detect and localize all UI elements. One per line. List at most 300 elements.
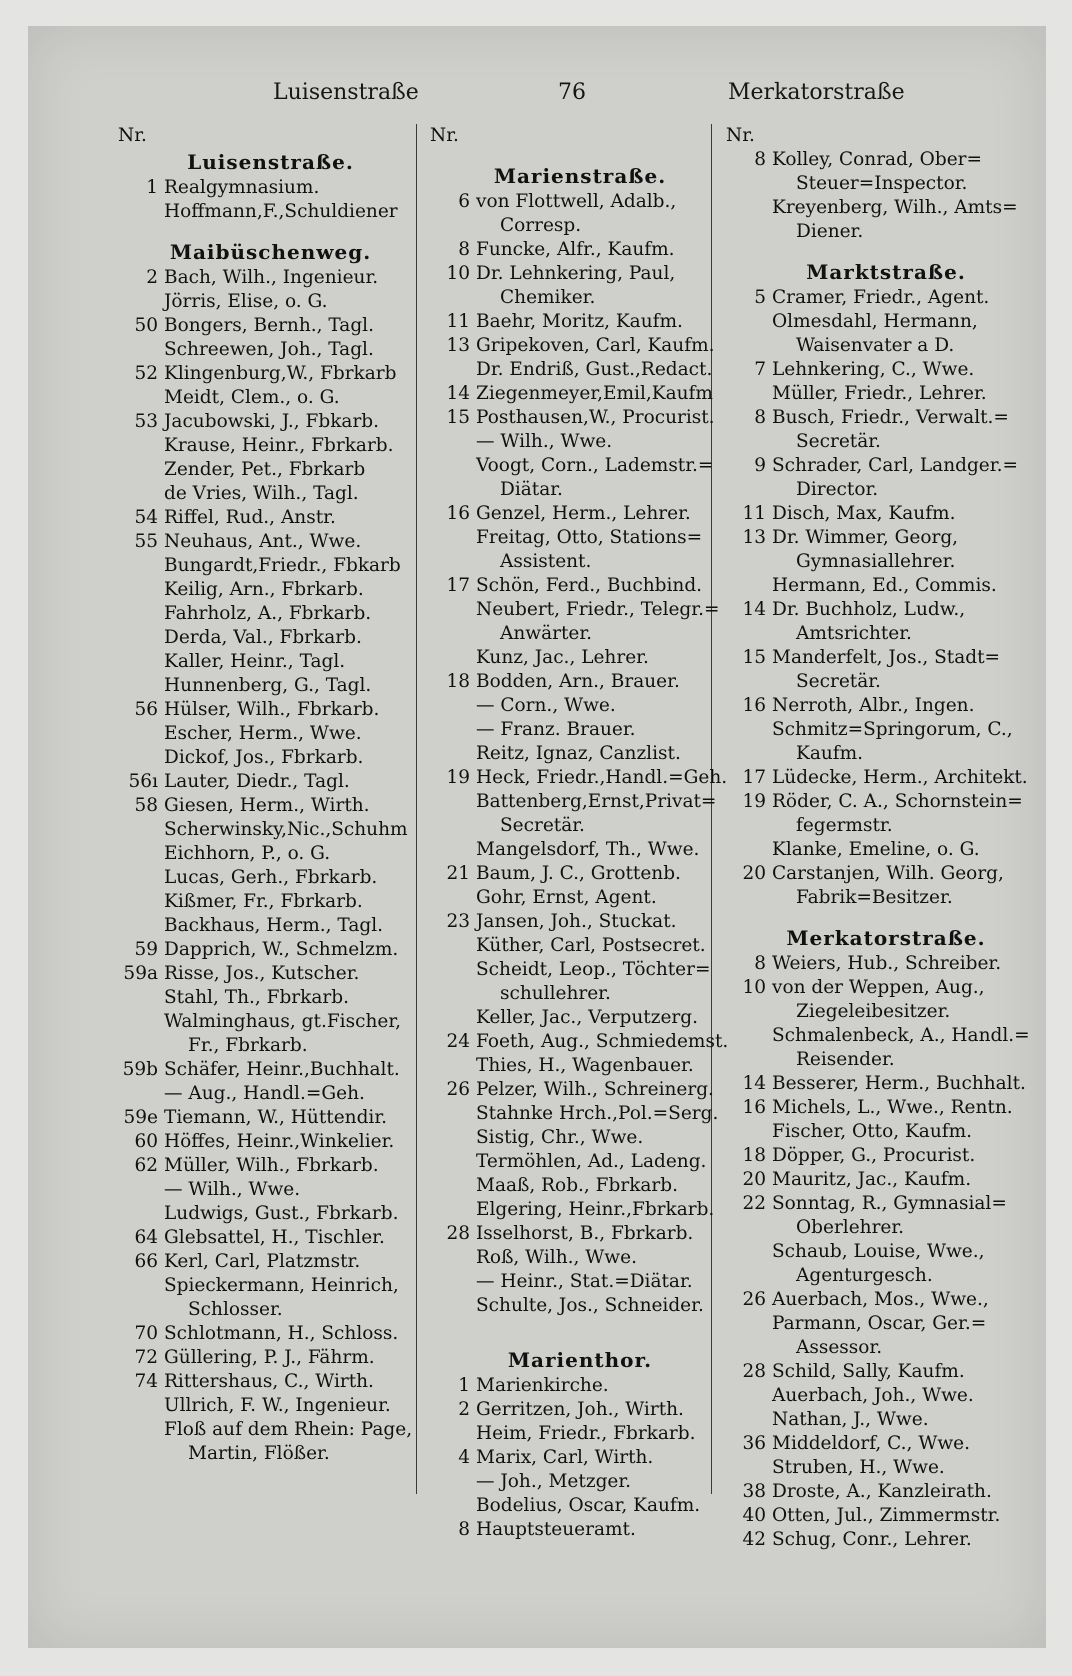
- nr-label: Nr.: [118, 125, 147, 146]
- resident-text: Derda, Val., Fbrkarb.: [164, 627, 362, 648]
- house-number: 50: [134, 315, 158, 336]
- resident-text: Bodelius, Oscar, Kaufm.: [476, 1495, 701, 1516]
- house-number: 59e: [123, 1107, 158, 1128]
- entry-continuation: Steuer=Inspector.: [796, 173, 968, 194]
- resident-text: Schmitz=Springorum, C.,: [772, 719, 1013, 740]
- resident-text: von der Weppen, Aug.,: [772, 977, 985, 998]
- resident-text: Besserer, Herm., Buchhalt.: [772, 1073, 1026, 1094]
- directory-entry: [118, 1226, 423, 1250]
- entry-continuation: Martin, Flößer.: [188, 1443, 330, 1464]
- resident-text: Sonntag, R., Gymnasial=: [772, 1193, 1007, 1214]
- entry-continuation: Fabrik=Besitzer.: [796, 887, 953, 908]
- house-number: 20: [742, 1169, 766, 1190]
- resident-text: Carstanjen, Wilh. Georg,: [772, 863, 1004, 884]
- entry-continuation: Ziegeleibesitzer.: [796, 1001, 951, 1022]
- directory-entry: [430, 1030, 730, 1054]
- directory-entry: [726, 526, 1046, 550]
- house-number: 13: [742, 527, 766, 548]
- directory-entry: [430, 1470, 730, 1494]
- resident-text: Bodden, Arn., Brauer.: [476, 671, 680, 692]
- entry-continuation: Kaufm.: [796, 743, 864, 764]
- house-number: 19: [446, 767, 470, 788]
- directory-entry: [118, 650, 423, 674]
- resident-text: Heim, Friedr., Fbrkarb.: [476, 1423, 696, 1444]
- entry-continuation: Diätar.: [500, 479, 563, 500]
- house-number: 17: [446, 575, 470, 596]
- page-header: [28, 80, 1046, 116]
- resident-text: Manderfelt, Jos., Stadt=: [772, 647, 1001, 668]
- directory-entry: [118, 1082, 423, 1106]
- entry-continuation: Amtsrichter.: [796, 623, 912, 644]
- resident-text: Freitag, Otto, Stations=: [476, 527, 703, 548]
- directory-entry: [430, 310, 730, 334]
- street-heading: Luisenstraße.: [187, 150, 354, 174]
- directory-entry: [726, 694, 1046, 718]
- resident-text: Zender, Pet., Fbrkarb: [164, 459, 366, 480]
- directory-entry: [726, 574, 1046, 598]
- house-number: 1: [458, 1375, 470, 1396]
- directory-entry: [430, 1246, 730, 1270]
- directory-entry: [118, 386, 423, 410]
- directory-entry: [118, 674, 423, 698]
- directory-entry: [726, 838, 1046, 862]
- resident-text: Dickof, Jos., Fbrkarb.: [164, 747, 364, 768]
- directory-entry: [726, 1360, 1046, 1384]
- street-heading: Merkatorstraße.: [786, 926, 986, 950]
- entry-continuation: schullehrer.: [500, 983, 611, 1004]
- house-number: 20: [742, 863, 766, 884]
- resident-text: Sistig, Chr., Wwe.: [476, 1127, 644, 1148]
- entry-continuation: Schlosser.: [188, 1299, 283, 1320]
- resident-text: Döpper, G., Procurist.: [772, 1145, 976, 1166]
- resident-text: Lauter, Diedr., Tagl.: [164, 771, 350, 792]
- resident-text: Eichhorn, P., o. G.: [164, 843, 331, 864]
- resident-text: Baum, J. C., Grottenb.: [476, 863, 681, 884]
- directory-entry: [726, 358, 1046, 382]
- resident-text: Bongers, Bernh., Tagl.: [164, 315, 374, 336]
- house-number: 10: [742, 977, 766, 998]
- directory-entry: [430, 862, 730, 886]
- directory-entry: [118, 746, 423, 770]
- resident-text: Nathan, J., Wwe.: [772, 1409, 929, 1430]
- resident-text: Gohr, Ernst, Agent.: [476, 887, 657, 908]
- house-number: 52: [134, 363, 158, 384]
- house-number: 56ı: [128, 771, 158, 792]
- resident-text: Busch, Friedr., Verwalt.=: [772, 407, 1009, 428]
- house-number: 54: [134, 507, 158, 528]
- directory-entry: [118, 1418, 423, 1442]
- directory-entry: [430, 886, 730, 910]
- house-number: 18: [742, 1145, 766, 1166]
- directory-entry: [430, 334, 730, 358]
- spacer: [726, 910, 1046, 924]
- directory-entry: [726, 454, 1046, 478]
- directory-entry: [726, 1120, 1046, 1144]
- resident-text: Parmann, Oscar, Ger.=: [772, 1313, 987, 1334]
- directory-entry: [726, 148, 1046, 172]
- directory-entry: [430, 1054, 730, 1078]
- directory-entry: [430, 502, 730, 526]
- directory-entry: [118, 1394, 423, 1418]
- directory-entry: [430, 646, 730, 670]
- directory-entry: [118, 482, 423, 506]
- resident-text: Schmalenbeck, A., Handl.=: [772, 1025, 1030, 1046]
- directory-entry: [118, 818, 423, 842]
- directory-entry: [430, 262, 730, 286]
- directory-entry: [726, 286, 1046, 310]
- header-left-street: Luisenstraße: [273, 80, 419, 105]
- directory-entry: [118, 1010, 423, 1034]
- house-number: 40: [742, 1505, 766, 1526]
- directory-entry: [118, 890, 423, 914]
- resident-text: Battenberg,Ernst,Privat=: [476, 791, 717, 812]
- house-number: 28: [742, 1361, 766, 1382]
- resident-text: Hermann, Ed., Commis.: [772, 575, 997, 596]
- directory-entry: [726, 976, 1046, 1000]
- directory-entry: [118, 506, 423, 530]
- resident-text: Marienkirche.: [476, 1375, 609, 1396]
- resident-text: Neubert, Friedr., Telegr.=: [476, 599, 720, 620]
- entry-continuation: Secretär.: [500, 815, 585, 836]
- resident-text: Lüdecke, Herm., Architekt.: [772, 767, 1028, 788]
- resident-text: Escher, Herm., Wwe.: [164, 723, 362, 744]
- resident-text: Dr. Lehnkering, Paul,: [476, 263, 676, 284]
- directory-entry: [726, 1312, 1046, 1336]
- resident-text: Schild, Sally, Kaufm.: [772, 1361, 965, 1382]
- resident-text: Struben, H., Wwe.: [772, 1457, 945, 1478]
- house-number: 23: [446, 911, 470, 932]
- resident-text: Marix, Carl, Wirth.: [476, 1447, 654, 1468]
- resident-text: Thies, H., Wagenbauer.: [476, 1055, 694, 1076]
- directory-entry: [118, 1178, 423, 1202]
- resident-text: Schaub, Louise, Wwe.,: [772, 1241, 985, 1262]
- directory-entry: [726, 1144, 1046, 1168]
- resident-text: Scheidt, Leop., Töchter=: [476, 959, 711, 980]
- house-number: 14: [446, 383, 470, 404]
- directory-entry: [118, 1202, 423, 1226]
- resident-text: Dr. Buchholz, Ludw.,: [772, 599, 966, 620]
- directory-entry: [118, 962, 423, 986]
- resident-text: Bungardt,Friedr., Fbkarb: [164, 555, 401, 576]
- directory-entry: [726, 1504, 1046, 1528]
- resident-text: — Wilh., Wwe.: [476, 431, 613, 452]
- directory-entry: [118, 770, 423, 794]
- column-3: [726, 124, 1046, 1552]
- directory-entry: [118, 1058, 423, 1082]
- directory-entry: [726, 1072, 1046, 1096]
- directory-entry: [430, 1174, 730, 1198]
- house-number: 7: [754, 359, 766, 380]
- directory-entry: [726, 952, 1046, 976]
- resident-text: Müller, Friedr., Lehrer.: [772, 383, 987, 404]
- directory-entry: [726, 1456, 1046, 1480]
- directory-entry: [726, 718, 1046, 742]
- house-number: 24: [446, 1031, 470, 1052]
- directory-entry: [118, 266, 423, 290]
- entry-continuation: Assistent.: [500, 551, 592, 572]
- directory-entry: [430, 190, 730, 214]
- resident-text: Voogt, Corn., Lademstr.=: [476, 455, 714, 476]
- directory-entry: [430, 1102, 730, 1126]
- resident-text: von Flottwell, Adalb.,: [476, 191, 677, 212]
- directory-entry: [726, 1192, 1046, 1216]
- directory-entry: [118, 866, 423, 890]
- house-number: 55: [134, 531, 158, 552]
- street-heading: Marienthor.: [507, 1348, 653, 1372]
- directory-entry: [726, 646, 1046, 670]
- house-number: 26: [742, 1289, 766, 1310]
- directory-entry: [430, 1198, 730, 1222]
- spacer: [430, 1332, 730, 1346]
- directory-entry: [118, 554, 423, 578]
- directory-entry: [118, 290, 423, 314]
- directory-entry: [430, 1270, 730, 1294]
- directory-entry: [430, 1294, 730, 1318]
- resident-text: Risse, Jos., Kutscher.: [164, 963, 360, 984]
- directory-entry: [430, 742, 730, 766]
- directory-entry: [118, 176, 423, 200]
- resident-text: Meidt, Clem., o. G.: [164, 387, 340, 408]
- resident-text: Ziegenmeyer,Emil,Kaufm: [476, 383, 713, 404]
- entry-continuation: Assessor.: [796, 1337, 883, 1358]
- resident-text: Bach, Wilh., Ingenieur.: [164, 267, 379, 288]
- house-number: 13: [446, 335, 470, 356]
- resident-text: — Joh., Metzger.: [476, 1471, 632, 1492]
- resident-text: Funcke, Alfr., Kaufm.: [476, 239, 675, 260]
- resident-text: Müller, Wilh., Fbrkarb.: [164, 1155, 379, 1176]
- directory-entry: [118, 722, 423, 746]
- directory-entry: [430, 1374, 730, 1398]
- directory-entry: [726, 1528, 1046, 1552]
- resident-text: Gripekoven, Carl, Kaufm.: [476, 335, 715, 356]
- resident-text: Genzel, Herm., Lehrer.: [476, 503, 691, 524]
- spacer: [430, 1318, 730, 1332]
- house-number: 64: [134, 1227, 158, 1248]
- house-number: 28: [446, 1223, 470, 1244]
- entry-continuation: Fr., Fbrkarb.: [188, 1035, 308, 1056]
- resident-text: Riffel, Rud., Anstr.: [164, 507, 336, 528]
- directory-entry: [118, 578, 423, 602]
- directory-entry: [118, 794, 423, 818]
- spacer: [118, 224, 423, 238]
- house-number: 8: [754, 149, 766, 170]
- directory-page: [28, 26, 1046, 1648]
- resident-text: Schäfer, Heinr.,Buchhalt.: [164, 1059, 400, 1080]
- directory-entry: [118, 626, 423, 650]
- resident-text: Schreewen, Joh., Tagl.: [164, 339, 374, 360]
- directory-entry: [726, 1384, 1046, 1408]
- resident-text: Hülser, Wilh., Fbrkarb.: [164, 699, 380, 720]
- house-number: 16: [742, 695, 766, 716]
- directory-entry: [726, 310, 1046, 334]
- directory-entry: [118, 458, 423, 482]
- resident-text: Hauptsteueramt.: [476, 1519, 636, 1540]
- directory-entry: [430, 1222, 730, 1246]
- directory-entry: [118, 1370, 423, 1394]
- resident-text: de Vries, Wilh., Tagl.: [164, 483, 359, 504]
- spacer: [430, 148, 730, 162]
- resident-text: Stahnke Hrch.,Pol.=Serg.: [476, 1103, 719, 1124]
- directory-entry: [430, 934, 730, 958]
- house-number: 74: [134, 1371, 158, 1392]
- street-heading: Marktstraße.: [806, 260, 966, 284]
- resident-text: Weiers, Hub., Schreiber.: [772, 953, 1002, 974]
- directory-entry: [430, 358, 730, 382]
- resident-text: Maaß, Rob., Fbrkarb.: [476, 1175, 679, 1196]
- house-number: 72: [134, 1347, 158, 1368]
- resident-text: Foeth, Aug., Schmiedemst.: [476, 1031, 729, 1052]
- resident-text: Termöhlen, Ad., Ladeng.: [476, 1151, 707, 1172]
- resident-text: Heck, Friedr.,Handl.=Geh.: [476, 767, 728, 788]
- resident-text: Kerl, Carl, Platzmstr.: [164, 1251, 361, 1272]
- directory-entry: [118, 842, 423, 866]
- resident-text: Michels, L., Wwe., Rentn.: [772, 1097, 1013, 1118]
- directory-entry: [118, 1154, 423, 1178]
- street-heading: Marienstraße.: [493, 164, 667, 188]
- resident-text: Klanke, Emeline, o. G.: [772, 839, 980, 860]
- directory-entry: [726, 382, 1046, 406]
- directory-entry: [430, 838, 730, 862]
- directory-entry: [430, 1150, 730, 1174]
- resident-text: — Heinr., Stat.=Diätar.: [476, 1271, 693, 1292]
- directory-entry: [118, 410, 423, 434]
- resident-text: Mauritz, Jac., Kaufm.: [772, 1169, 972, 1190]
- resident-text: Realgymnasium.: [164, 177, 320, 198]
- resident-text: Keller, Jac., Verputzerg.: [476, 1007, 698, 1028]
- house-number: 2: [458, 1399, 470, 1420]
- entry-continuation: Director.: [796, 479, 879, 500]
- resident-text: Reitz, Ignaz, Canzlist.: [476, 743, 681, 764]
- directory-entry: [726, 1024, 1046, 1048]
- directory-entry: [726, 1408, 1046, 1432]
- header-right-street: Merkatorstraße: [728, 80, 905, 105]
- directory-entry: [726, 1096, 1046, 1120]
- resident-text: Stahl, Th., Fbrkarb.: [164, 987, 349, 1008]
- entry-continuation: Secretär.: [796, 431, 881, 452]
- house-number: 17: [742, 767, 766, 788]
- house-number: 21: [446, 863, 470, 884]
- directory-entry: [118, 1274, 423, 1298]
- directory-entry: [726, 406, 1046, 430]
- resident-text: Auerbach, Joh., Wwe.: [772, 1385, 974, 1406]
- entry-continuation: Waisenvater a D.: [796, 335, 955, 356]
- directory-entry: [430, 382, 730, 406]
- house-number: 53: [134, 411, 158, 432]
- house-number: 8: [754, 407, 766, 428]
- directory-entry: [430, 1126, 730, 1150]
- entry-continuation: Chemiker.: [500, 287, 596, 308]
- house-number: 15: [742, 647, 766, 668]
- house-number: 42: [742, 1529, 766, 1550]
- house-number: 16: [446, 503, 470, 524]
- house-number: 11: [446, 311, 470, 332]
- resident-text: Elgering, Heinr.,Fbrkarb.: [476, 1199, 715, 1220]
- resident-text: Olmesdahl, Hermann,: [772, 311, 978, 332]
- house-number: 1: [146, 177, 158, 198]
- directory-entry: [430, 1494, 730, 1518]
- resident-text: Kißmer, Fr., Fbrkarb.: [164, 891, 363, 912]
- entry-continuation: fegermstr.: [796, 815, 893, 836]
- resident-text: Droste, A., Kanzleirath.: [772, 1481, 992, 1502]
- house-number: 8: [458, 1519, 470, 1540]
- house-number: 6: [458, 191, 470, 212]
- resident-text: Neuhaus, Ant., Wwe.: [164, 531, 362, 552]
- resident-text: Schlotmann, H., Schloss.: [164, 1323, 399, 1344]
- house-number: 18: [446, 671, 470, 692]
- resident-text: Kunz, Jac., Lehrer.: [476, 647, 649, 668]
- nr-label: Nr.: [726, 125, 755, 146]
- resident-text: Pelzer, Wilh., Schreinerg.: [476, 1079, 714, 1100]
- resident-text: Scherwinsky,Nic.,Schuhm: [164, 819, 408, 840]
- directory-entry: [430, 670, 730, 694]
- column-2: [430, 124, 730, 1542]
- resident-text: Hoffmann,F.,Schuldiener: [164, 201, 398, 222]
- directory-entry: [726, 1288, 1046, 1312]
- directory-entry: [430, 718, 730, 742]
- resident-text: Fischer, Otto, Kaufm.: [772, 1121, 973, 1142]
- directory-entry: [726, 766, 1046, 790]
- house-number: 26: [446, 1079, 470, 1100]
- resident-text: Disch, Max, Kaufm.: [772, 503, 956, 524]
- resident-text: Dr. Endriß, Gust.,Redact.: [476, 359, 713, 380]
- directory-entry: [118, 602, 423, 626]
- house-number: 60: [134, 1131, 158, 1152]
- resident-text: Isselhorst, B., Fbrkarb.: [476, 1223, 694, 1244]
- resident-text: Otten, Jul., Zimmermstr.: [772, 1505, 1001, 1526]
- resident-text: Küther, Carl, Postsecret.: [476, 935, 706, 956]
- resident-text: Mangelsdorf, Th., Wwe.: [476, 839, 700, 860]
- house-number: 9: [754, 455, 766, 476]
- directory-entry: [118, 914, 423, 938]
- resident-text: Fahrholz, A., Fbrkarb.: [164, 603, 372, 624]
- house-number: 4: [458, 1447, 470, 1468]
- resident-text: Lucas, Gerh., Fbrkarb.: [164, 867, 378, 888]
- house-number: 62: [134, 1155, 158, 1176]
- house-number: 59b: [122, 1059, 158, 1080]
- house-number: 66: [134, 1251, 158, 1272]
- resident-text: — Aug., Handl.=Geh.: [164, 1083, 365, 1104]
- directory-entry: [430, 430, 730, 454]
- directory-entry: [430, 1446, 730, 1470]
- resident-text: Jörris, Elise, o. G.: [164, 291, 328, 312]
- resident-text: Gerritzen, Joh., Wirth.: [476, 1399, 684, 1420]
- house-number: 2: [146, 267, 158, 288]
- directory-entry: [726, 862, 1046, 886]
- resident-text: Glebsattel, H., Tischler.: [164, 1227, 385, 1248]
- house-number: 59: [134, 939, 158, 960]
- directory-entry: [726, 790, 1046, 814]
- directory-entry: [430, 1518, 730, 1542]
- directory-entry: [430, 454, 730, 478]
- directory-entry: [118, 1130, 423, 1154]
- directory-entry: [726, 598, 1046, 622]
- directory-entry: [118, 314, 423, 338]
- house-number: 16: [742, 1097, 766, 1118]
- house-number: 14: [742, 599, 766, 620]
- house-number: 19: [742, 791, 766, 812]
- directory-entry: [118, 698, 423, 722]
- directory-entry: [430, 790, 730, 814]
- resident-text: Walminghaus, gt.Fischer,: [164, 1011, 402, 1032]
- resident-text: Giesen, Herm., Wirth.: [164, 795, 370, 816]
- resident-text: Middeldorf, C., Wwe.: [772, 1433, 970, 1454]
- directory-entry: [726, 502, 1046, 526]
- directory-entry: [118, 362, 423, 386]
- resident-text: Spieckermann, Heinrich,: [164, 1275, 399, 1296]
- entry-continuation: Oberlehrer.: [796, 1217, 905, 1238]
- house-number: 11: [742, 503, 766, 524]
- resident-text: — Wilh., Wwe.: [164, 1179, 301, 1200]
